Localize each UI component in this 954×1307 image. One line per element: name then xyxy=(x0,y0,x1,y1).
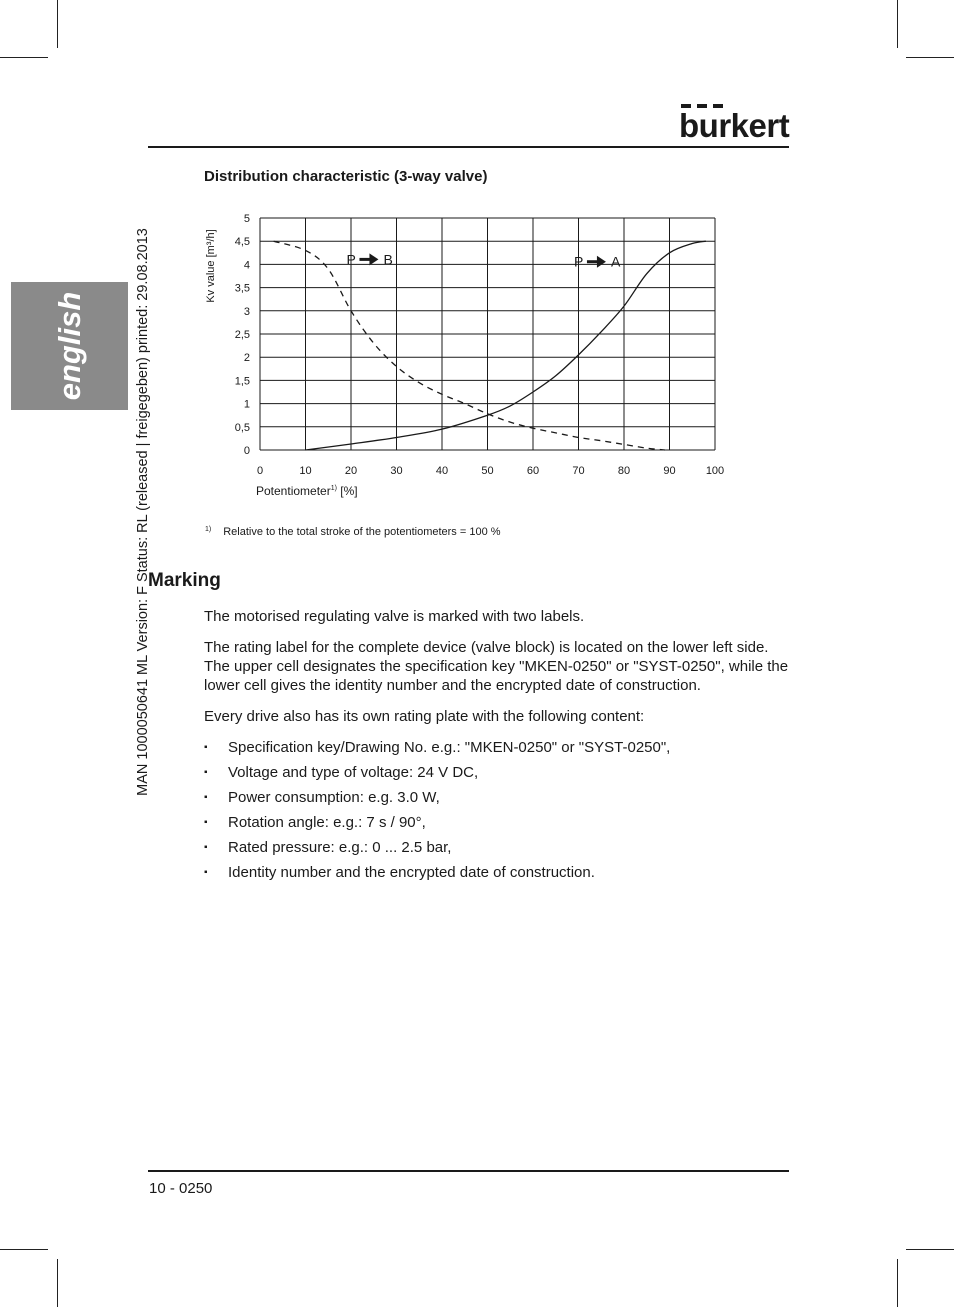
chart-footnote xyxy=(205,526,501,538)
y-tick-label: 4 xyxy=(243,259,250,272)
series-line-p-to-b xyxy=(274,241,665,450)
x-tick-label: 30 xyxy=(390,465,403,477)
series-label-to: A xyxy=(610,253,621,270)
list-item: ▪ Rotation angle: e.g.: 7 s / 90°, xyxy=(204,813,794,832)
x-tick-label: 50 xyxy=(481,465,494,477)
crop-mark xyxy=(0,1249,48,1250)
paragraph: The motorised regulating valve is marked with two labels. xyxy=(204,608,585,625)
language-tab-label: english xyxy=(51,291,87,401)
y-tick-label: 1,5 xyxy=(234,375,250,388)
logo-text: burkert xyxy=(679,107,790,144)
marking-body xyxy=(204,607,794,888)
footnote-mark: 1) xyxy=(205,526,212,533)
list-item: ▪ Voltage and type of voltage: 24 V DC, xyxy=(204,763,794,782)
brand-logo xyxy=(679,104,791,144)
section-heading-marking: Marking xyxy=(148,570,221,591)
paragraph: The rating label for the complete device (valve block) is located on the lower left side. The upper cell designates the specification key "MKEN-0250" or "SYST-0250", while the lower cell gives the identity number and the encrypted date of construction. xyxy=(204,639,789,694)
arrow-right-icon xyxy=(587,256,606,268)
list-item: ▪ Rated pressure: e.g.: 0 ... 2.5 bar, xyxy=(204,838,794,857)
y-tick-label: 2,5 xyxy=(234,329,250,341)
crop-mark xyxy=(57,1259,58,1307)
x-tick-label: 100 xyxy=(705,465,725,477)
series-label-to: B xyxy=(383,251,393,268)
x-tick-label: 70 xyxy=(572,465,585,477)
series-label-from: P xyxy=(573,253,584,270)
x-tick-label: 80 xyxy=(617,465,631,477)
y-tick-label: 2 xyxy=(243,352,250,365)
distribution-chart xyxy=(196,206,736,506)
page-number: 10 - 0250 xyxy=(149,1180,213,1197)
crop-mark xyxy=(897,1259,898,1307)
arrow-right-icon xyxy=(359,253,378,265)
x-tick-label: 40 xyxy=(435,465,449,477)
crop-mark xyxy=(897,0,898,48)
y-tick-label: 5 xyxy=(243,213,250,225)
x-tick-label: 20 xyxy=(344,465,358,477)
crop-mark xyxy=(0,57,48,58)
x-tick-label: 90 xyxy=(663,465,676,477)
series-label-from: P xyxy=(346,251,356,268)
y-tick-label: 0,5 xyxy=(234,421,250,434)
language-tab xyxy=(11,282,128,410)
x-axis-label-sup: 1) xyxy=(330,485,337,492)
series-label xyxy=(574,254,621,270)
x-axis-label-unit: [%] xyxy=(336,484,358,498)
rating-plate-list xyxy=(204,738,794,882)
y-tick-label: 0 xyxy=(243,445,250,457)
footer-rule xyxy=(148,1170,789,1172)
x-tick-label: 60 xyxy=(526,465,540,477)
y-tick-label: 1 xyxy=(243,398,250,411)
chart-title: Distribution characteristic (3-way valve) xyxy=(204,168,488,185)
series-label xyxy=(346,251,392,267)
y-tick-label: 3,5 xyxy=(234,282,250,295)
paragraph: Every drive also has its own rating plate with the following content: xyxy=(204,708,645,725)
list-item: ▪ Identity number and the encrypted date of construction. xyxy=(204,863,794,882)
crop-mark xyxy=(906,1249,954,1250)
crop-mark xyxy=(57,0,58,48)
document-meta: MAN 1000050641 ML Version: F Status: RL (released | freigegeben) printed: 29.08.2013 xyxy=(135,228,151,796)
y-tick-label: 4,5 xyxy=(234,236,250,249)
x-axis-label xyxy=(256,484,358,498)
arrow-head xyxy=(597,256,606,268)
x-tick-label: 10 xyxy=(299,465,312,477)
y-axis-label: Kv value [m³/h] xyxy=(205,229,217,303)
crop-mark xyxy=(906,57,954,58)
x-tick-label: 0 xyxy=(256,465,264,477)
list-item: ▪ Specification key/Drawing No. e.g.: "MKEN-0250" or "SYST-0250", xyxy=(204,738,794,757)
y-tick-label: 3 xyxy=(243,305,250,318)
footnote-text: Relative to the total stroke of the potentiometers = 100 % xyxy=(223,526,501,538)
series-line-p-to-a xyxy=(306,241,706,450)
x-axis-label-text: Potentiometer xyxy=(256,484,331,498)
arrow-head xyxy=(369,253,378,265)
list-item: ▪ Power consumption: e.g. 3.0 W, xyxy=(204,788,794,807)
header-rule xyxy=(148,146,789,148)
